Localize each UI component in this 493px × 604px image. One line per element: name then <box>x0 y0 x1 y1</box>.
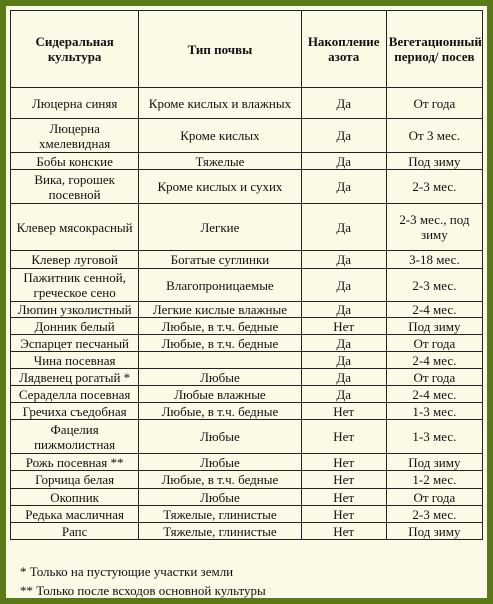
cell-crop: Донник белый <box>11 318 139 335</box>
cell-period: Под зиму <box>386 318 482 335</box>
table-row <box>11 489 483 506</box>
cell-period: 2-3 мес. <box>386 170 482 204</box>
table-row <box>11 523 483 540</box>
cell-period: Под зиму <box>386 153 482 170</box>
cell-nitrogen: Да <box>301 269 386 302</box>
cell-soil: Влагопроницаемые <box>139 269 301 302</box>
cell-period: 2-3 мес. <box>386 269 482 302</box>
cell-soil: Любые <box>139 369 301 386</box>
cell-soil: Любые, в т.ч. бедные <box>139 318 301 335</box>
table-row <box>11 88 483 119</box>
cell-soil: Любые влажные <box>139 386 301 403</box>
cell-nitrogen: Нет <box>301 523 386 540</box>
cell-crop: Редька масличная <box>11 506 139 523</box>
footnote-2: ** Только после всходов основной культуры <box>20 583 266 598</box>
footnote-1: * Только на пустующие участки земли <box>20 564 234 579</box>
cell-period: 2-4 мес. <box>386 386 482 403</box>
header-nitrogen: Накопление азота <box>301 11 386 88</box>
cell-crop: Эспарцет песчаный <box>11 335 139 352</box>
cell-period: Под зиму <box>386 523 482 540</box>
cell-nitrogen: Нет <box>301 403 386 420</box>
table-row <box>11 153 483 170</box>
table-row <box>11 170 483 204</box>
cell-soil: Любые, в т.ч. бедные <box>139 403 301 420</box>
table-row <box>11 454 483 471</box>
cell-soil: Любые <box>139 454 301 471</box>
table-row <box>11 269 483 302</box>
cell-soil: Кроме кислых и сухих <box>139 170 301 204</box>
cell-nitrogen: Нет <box>301 454 386 471</box>
header-row <box>11 11 483 88</box>
cell-soil: Любые <box>139 489 301 506</box>
cell-crop: Чина посевная <box>11 352 139 369</box>
table-row <box>11 506 483 523</box>
cell-soil <box>139 352 301 369</box>
table-row <box>11 251 483 269</box>
cell-nitrogen: Нет <box>301 471 386 489</box>
header-period: Вегетационный период/ посев <box>386 11 482 88</box>
cell-crop: Люцерна синяя <box>11 88 139 119</box>
header-crop: Сидеральная культура <box>11 11 139 88</box>
cell-period: 2-3 мес., под зиму <box>386 204 482 251</box>
cell-crop: Клевер мясокрасный <box>11 204 139 251</box>
cell-crop: Пажитник сенной, греческое сено <box>11 269 139 302</box>
green-manure-table <box>10 10 483 540</box>
cell-period: От года <box>386 335 482 352</box>
cell-nitrogen: Да <box>301 204 386 251</box>
cell-period: Под зиму <box>386 454 482 471</box>
cell-crop: Люцерна хмелевидная <box>11 119 139 153</box>
cell-crop: Клевер луговой <box>11 251 139 269</box>
table-row <box>11 335 483 352</box>
table-row <box>11 471 483 489</box>
table-row <box>11 119 483 153</box>
cell-period: От года <box>386 369 482 386</box>
cell-crop: Рожь посевная ** <box>11 454 139 471</box>
cell-crop: Люпин узколистный <box>11 302 139 318</box>
table-row <box>11 352 483 369</box>
cell-soil: Любые <box>139 420 301 454</box>
cell-period: 1-2 мес. <box>386 471 482 489</box>
cell-nitrogen: Да <box>301 88 386 119</box>
table-row <box>11 204 483 251</box>
cell-crop: Окопник <box>11 489 139 506</box>
cell-period: От года <box>386 88 482 119</box>
table-row <box>11 403 483 420</box>
cell-nitrogen: Да <box>301 302 386 318</box>
cell-crop: Фацелия пижмолистная <box>11 420 139 454</box>
cell-crop: Лядвенец рогатый * <box>11 369 139 386</box>
cell-crop: Гречиха съедобная <box>11 403 139 420</box>
cell-soil: Тяжелые <box>139 153 301 170</box>
cell-soil: Легкие кислые влажные <box>139 302 301 318</box>
cell-soil: Тяжелые, глинистые <box>139 506 301 523</box>
cell-nitrogen: Да <box>301 335 386 352</box>
table-row <box>11 318 483 335</box>
cell-soil: Легкие <box>139 204 301 251</box>
cell-nitrogen: Да <box>301 170 386 204</box>
cell-nitrogen: Да <box>301 386 386 403</box>
cell-period: 2-3 мес. <box>386 506 482 523</box>
table-frame <box>6 6 487 598</box>
cell-nitrogen: Нет <box>301 420 386 454</box>
cell-period: От года <box>386 489 482 506</box>
cell-period: От 3 мес. <box>386 119 482 153</box>
cell-nitrogen: Нет <box>301 506 386 523</box>
cell-nitrogen: Да <box>301 153 386 170</box>
cell-soil: Богатые суглинки <box>139 251 301 269</box>
cell-crop: Бобы конские <box>11 153 139 170</box>
cell-soil: Кроме кислых и влажных <box>139 88 301 119</box>
cell-soil: Любые, в т.ч. бедные <box>139 471 301 489</box>
cell-soil: Любые, в т.ч. бедные <box>139 335 301 352</box>
cell-nitrogen: Нет <box>301 489 386 506</box>
cell-period: 2-4 мес. <box>386 352 482 369</box>
cell-soil: Кроме кислых <box>139 119 301 153</box>
cell-nitrogen: Да <box>301 119 386 153</box>
cell-crop: Рапс <box>11 523 139 540</box>
table-row <box>11 369 483 386</box>
cell-nitrogen: Да <box>301 251 386 269</box>
header-soil: Тип почвы <box>139 11 301 88</box>
table-row <box>11 302 483 318</box>
footnotes <box>20 562 480 600</box>
cell-period: 2-4 мес. <box>386 302 482 318</box>
cell-period: 1-3 мес. <box>386 403 482 420</box>
cell-soil: Тяжелые, глинистые <box>139 523 301 540</box>
cell-crop: Горчица белая <box>11 471 139 489</box>
cell-nitrogen: Да <box>301 352 386 369</box>
cell-crop: Вика, горошек посевной <box>11 170 139 204</box>
table-row <box>11 420 483 454</box>
cell-nitrogen: Нет <box>301 318 386 335</box>
cell-period: 3-18 мес. <box>386 251 482 269</box>
table-row <box>11 386 483 403</box>
cell-nitrogen: Да <box>301 369 386 386</box>
cell-crop: Сераделла посевная <box>11 386 139 403</box>
cell-period: 1-3 мес. <box>386 420 482 454</box>
